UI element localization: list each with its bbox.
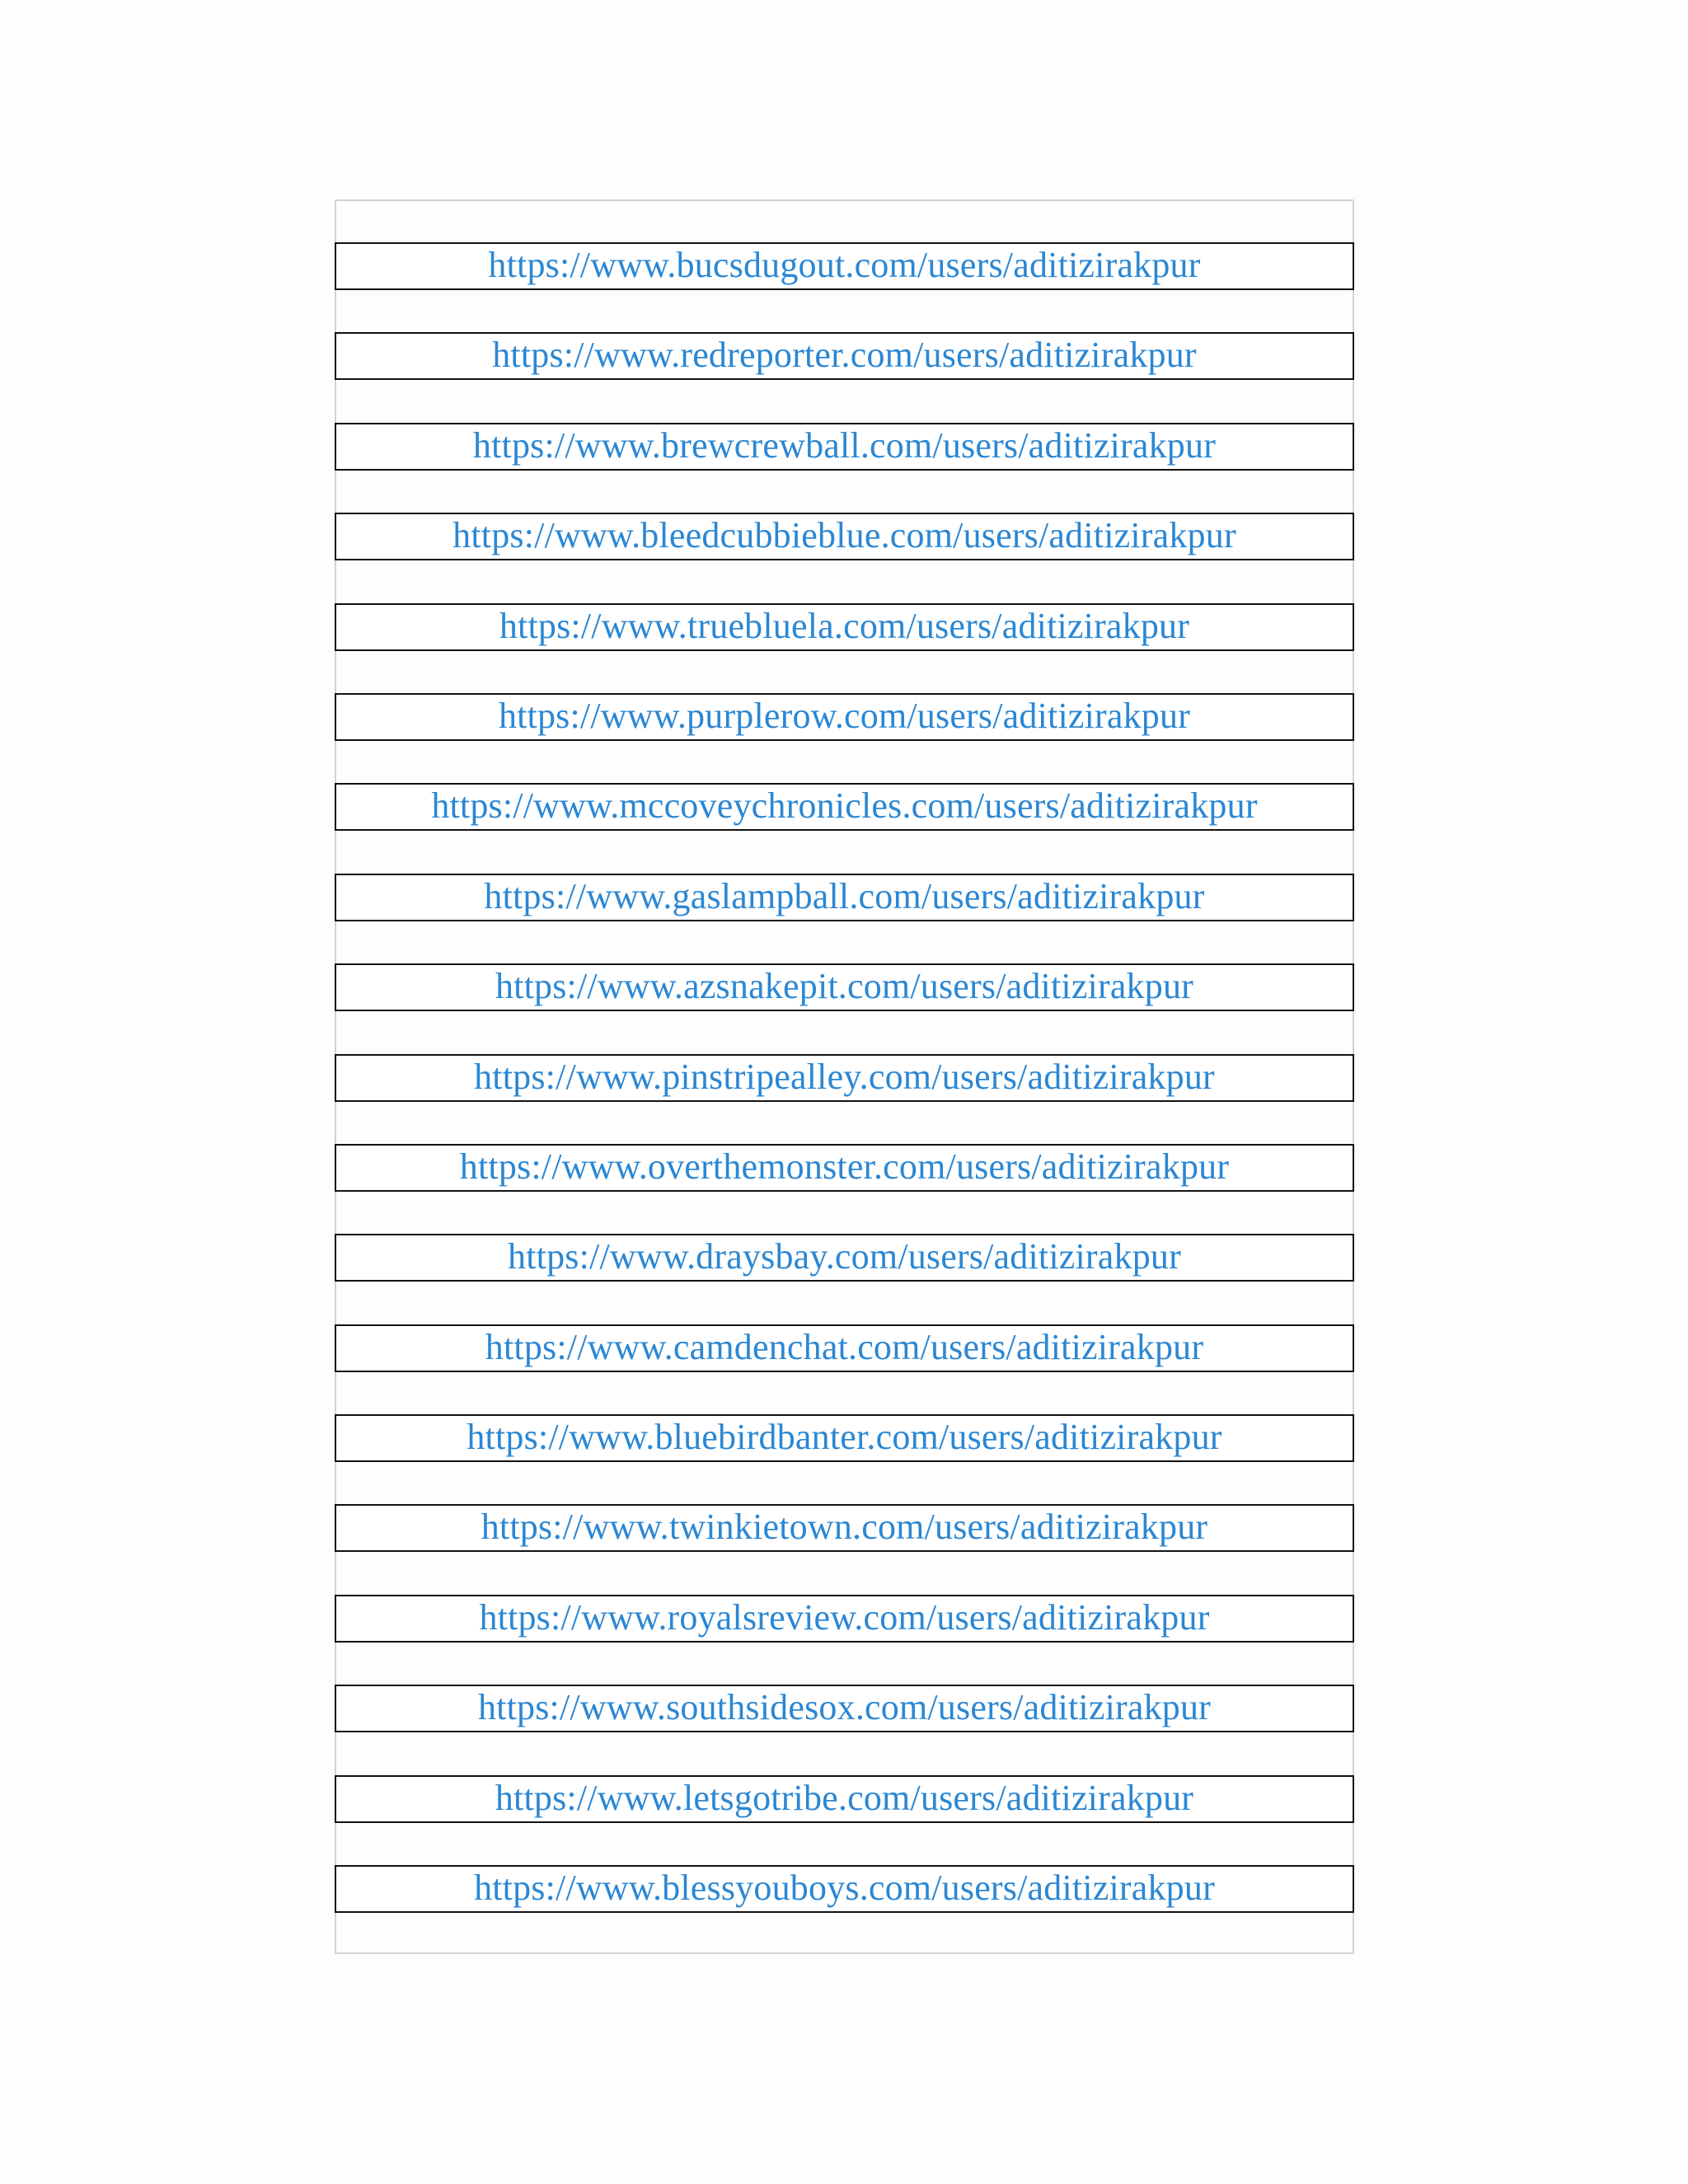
list-item [335, 1865, 1354, 1955]
hyperlink[interactable]: https://www.draysbay.com/users/aditizirakpur [508, 1236, 1181, 1277]
link-box [335, 783, 1354, 831]
hyperlink[interactable]: https://www.brewcrewball.com/users/aditizirakpur [472, 424, 1217, 466]
link-box [335, 242, 1354, 290]
list-item [335, 1685, 1354, 1774]
hyperlink[interactable]: https://www.truebluela.com/users/aditizirakpur [499, 605, 1190, 646]
list-item [335, 963, 1354, 1053]
hyperlink[interactable]: https://www.redreporter.com/users/aditizirakpur [492, 335, 1197, 376]
link-box [335, 1775, 1354, 1823]
hyperlink[interactable]: https://www.letsgotribe.com/users/aditizirakpur [495, 1777, 1194, 1818]
list-item [335, 242, 1354, 332]
link-box [335, 1234, 1354, 1282]
hyperlink[interactable]: https://www.bucsdugout.com/users/aditizirakpur [488, 245, 1201, 285]
link-box [335, 1865, 1354, 1913]
list-item [335, 783, 1354, 873]
link-box [335, 1414, 1354, 1462]
list-item [335, 603, 1354, 693]
link-box [335, 1054, 1354, 1102]
hyperlink[interactable]: https://www.southsidesox.com/users/aditizirakpur [477, 1687, 1212, 1728]
document-page [335, 199, 1354, 1954]
hyperlink[interactable]: https://www.bluebirdbanter.com/users/aditizirakpur [467, 1417, 1222, 1458]
list-item [335, 1775, 1354, 1865]
hyperlink[interactable]: https://www.purplerow.com/users/aditizirakpur [498, 695, 1191, 736]
hyperlink[interactable]: https://www.blessyouboys.com/users/aditizirakpur [474, 1868, 1215, 1909]
list-item [335, 1324, 1354, 1414]
hyperlink[interactable]: https://www.twinkietown.com/users/aditizirakpur [481, 1507, 1208, 1548]
link-box [335, 1324, 1354, 1372]
link-box [335, 963, 1354, 1011]
link-box [335, 1504, 1354, 1552]
list-item [335, 874, 1354, 963]
hyperlink[interactable]: https://www.azsnakepit.com/users/aditizirakpur [495, 966, 1194, 1007]
list-item [335, 513, 1354, 602]
hyperlink[interactable]: https://www.overthemonster.com/users/aditizirakpur [459, 1146, 1230, 1187]
link-box [335, 332, 1354, 380]
hyperlink[interactable]: https://www.gaslampball.com/users/aditizirakpur [484, 875, 1205, 916]
list-item [335, 1054, 1354, 1144]
hyperlink[interactable]: https://www.bleedcubbieblue.com/users/aditizirakpur [452, 515, 1236, 556]
list-item [335, 1504, 1354, 1594]
list-item [335, 693, 1354, 783]
link-list [335, 242, 1354, 1955]
link-box [335, 693, 1354, 741]
list-item [335, 1234, 1354, 1324]
hyperlink[interactable]: https://www.pinstripealley.com/users/aditizirakpur [474, 1056, 1215, 1097]
list-item [335, 1414, 1354, 1504]
list-item [335, 332, 1354, 422]
list-item [335, 1144, 1354, 1234]
link-box [335, 513, 1354, 560]
link-box [335, 1595, 1354, 1643]
link-box [335, 603, 1354, 651]
list-item [335, 423, 1354, 513]
hyperlink[interactable]: https://www.camdenchat.com/users/aditizirakpur [485, 1326, 1204, 1367]
list-item [335, 1595, 1354, 1685]
link-box [335, 423, 1354, 471]
link-box [335, 874, 1354, 921]
link-box [335, 1144, 1354, 1192]
hyperlink[interactable]: https://www.mccoveychronicles.com/users/aditizirakpur [431, 785, 1258, 827]
link-box [335, 1685, 1354, 1732]
hyperlink[interactable]: https://www.royalsreview.com/users/aditizirakpur [479, 1596, 1210, 1638]
